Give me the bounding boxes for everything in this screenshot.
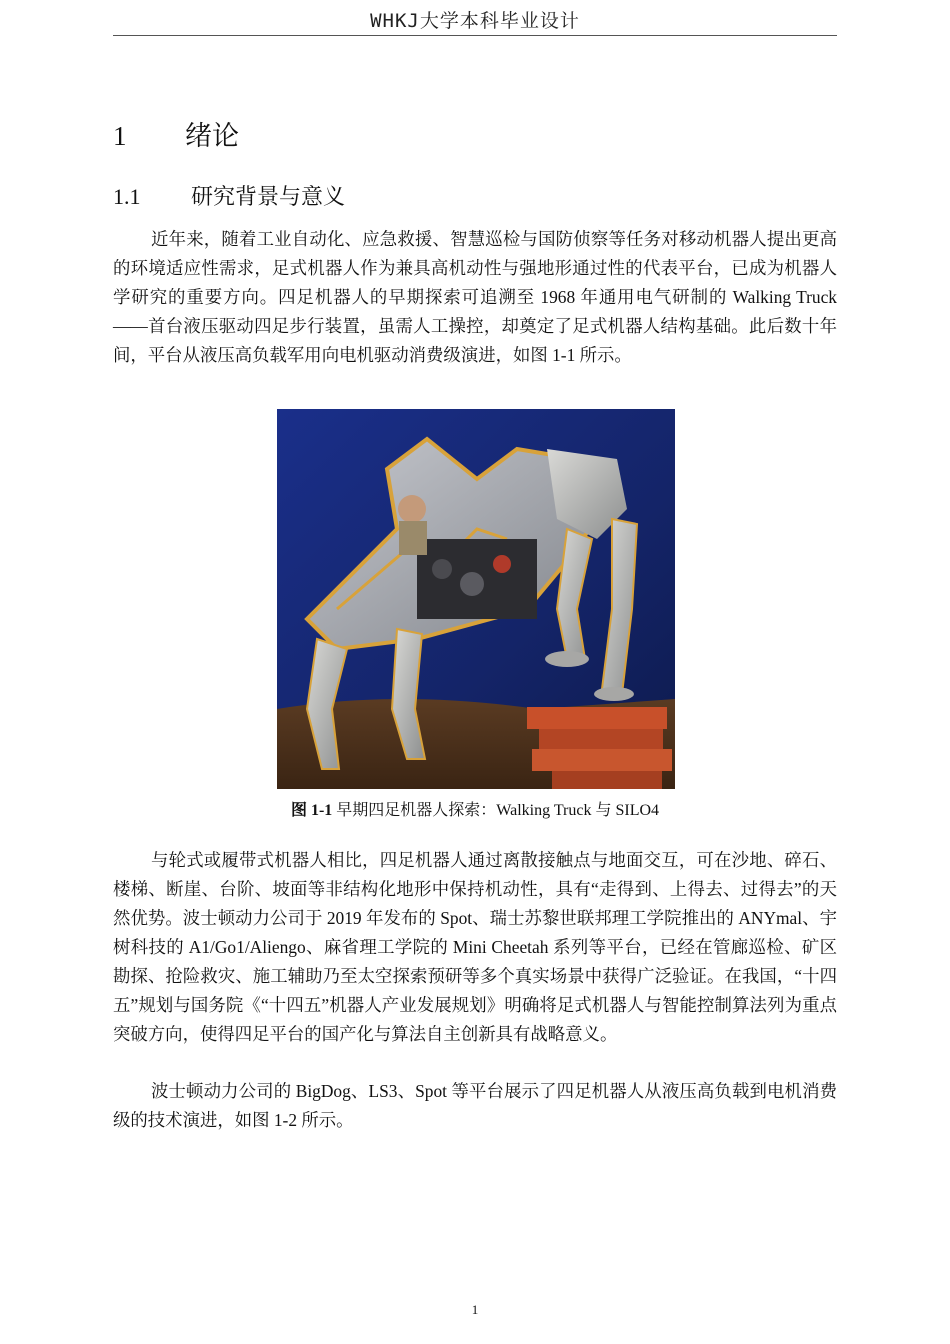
section-title: 研究背景与意义: [191, 185, 346, 210]
chapter-number: 1: [113, 121, 127, 151]
walking-truck-photo: [277, 409, 675, 789]
paragraph-intro: 近年来，随着工业自动化、应急救援、智慧巡检与国防侦察等任务对移动机器人提出更高的环境适应性需求，足式机器人作为兼具高机动性与强地形通过性的代表平台，已成为机器人学研究的重要方向。四足机器人的早期探索可追溯至 1968 年通用电气研制的 Walking Truck——首台液压驱动四足步行装置，虽需人工操控，却奠定了足式机器人结构基础。此后数十年间，平台从液压高负载军用向电机驱动消费级演进，如图 1-1 所示。: [113, 229, 837, 365]
page-header: WHKJ大学本科毕业设计: [370, 10, 580, 32]
paragraph-advantages: 与轮式或履带式机器人相比，四足机器人通过离散接触点与地面交互，可在沙地、碎石、楼梯、断崖、台阶、坡面等非结构化地形中保持机动性，具有“走得到、上得去、过得去”的天然优势。波士顿动力公司于 2019 年发布的 Spot、瑞士苏黎世联邦理工学院推出的 ANYmal、宇树科技的 A1/Go1/Aliengo、麻省理工学院的 Mini Cheetah 系列等平台，已经在管廊巡检、矿区勘探、抢险救灾、施工辅助乃至太空探索预研等多个真实场景中获得广泛验证。在我国，“十四五”规划与国务院《“十四五”机器人产业发展规划》明确将足式机器人与智能控制算法列为重点突破方向，使得四足平台的国产化与算法自主创新具有战略意义。: [113, 850, 837, 1044]
page-number: 1: [471, 1302, 479, 1317]
header-rule: [113, 35, 837, 36]
chapter-heading: [113, 114, 239, 153]
section-number: 1.1: [113, 184, 141, 209]
section-heading: [113, 180, 345, 211]
chapter-title: 绪论: [185, 121, 239, 152]
figure-caption-text: 早期四足机器人探索：Walking Truck 与 SILO4: [332, 802, 660, 819]
figure-caption: [113, 797, 837, 820]
figure-label: 图 1-1: [290, 802, 333, 819]
paragraph-boston-dynamics: 波士顿动力公司的 BigDog、LS3、Spot 等平台展示了四足机器人从液压高负载到电机消费级的技术演进，如图 1-2 所示。: [113, 1081, 837, 1130]
